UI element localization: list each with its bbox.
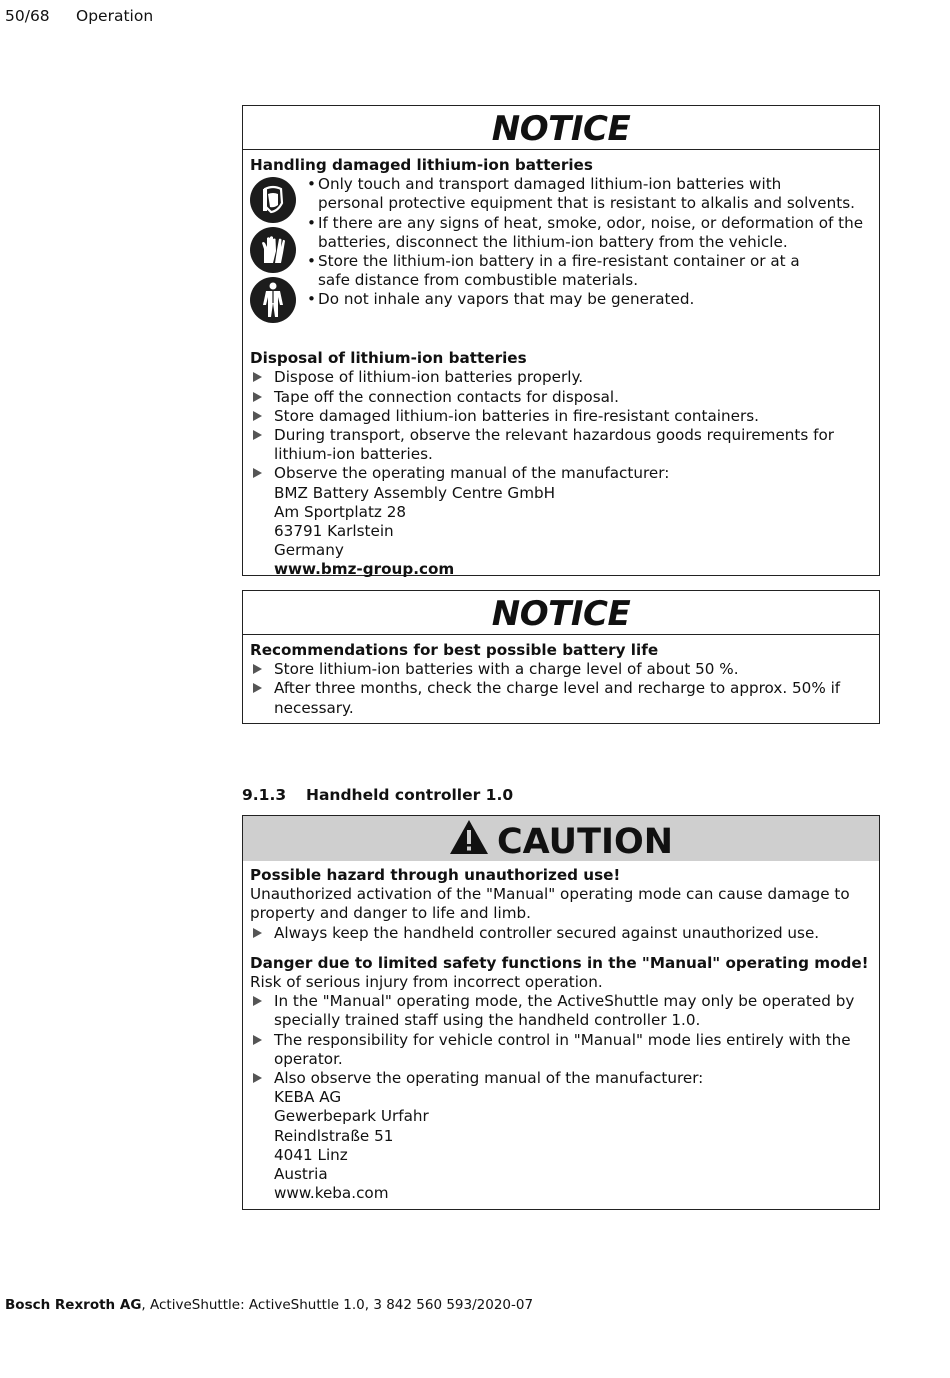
list-item — [250, 924, 872, 943]
page-number: 50/68 — [5, 7, 50, 25]
caution-header — [243, 816, 879, 861]
manufacturer-website: www.keba.com — [274, 1184, 389, 1203]
manufacturer-website: www.bmz-group.com — [274, 560, 455, 579]
page-footer — [5, 1296, 533, 1315]
list-item — [250, 407, 872, 426]
caution-title: CAUTION — [496, 822, 674, 862]
caution-text-1: Unauthorized activation of the "Manual" operating mode can cause damage to property and danger to life and limb. — [250, 885, 850, 923]
manufacturer-intro: Observe the operating manual of the manufacturer: — [274, 464, 670, 483]
list-item-text: Store damaged lithium-ion batteries in fire-resistant containers. — [274, 406, 759, 425]
arrow-bullet-icon — [253, 468, 262, 478]
recommendation-list — [250, 660, 872, 718]
address-line: Reindlstraße 51 — [274, 1126, 394, 1145]
section-number: 9.1.3 — [242, 786, 287, 804]
list-item-text: Store the lithium-ion battery in a fire-resistant container or at a — [318, 252, 800, 271]
caution-list-2 — [250, 992, 872, 1203]
address-line: BMZ Battery Assembly Centre GmbH — [274, 483, 556, 502]
notice-body — [243, 635, 879, 724]
list-item-text: batteries, disconnect the lithium-ion battery from the vehicle. — [318, 232, 788, 251]
notice-title: NOTICE — [243, 106, 879, 150]
notice-body — [243, 150, 879, 586]
notice-box-battery-life — [242, 590, 880, 724]
notice-box-lithium-handling — [242, 105, 880, 579]
arrow-bullet-icon — [253, 996, 262, 1006]
list-item-text: If there are any signs of heat, smoke, odor, noise, or deformation of the — [318, 213, 864, 232]
list-item — [250, 992, 872, 1030]
list-item-text: Only touch and transport damaged lithium-ion batteries with — [318, 175, 782, 194]
list-item-text: In the "Manual" operating mode, the ActiveShuttle may only be operated by specially trained staff using the handheld controller 1.0. — [274, 992, 855, 1030]
caution-heading-1: Possible hazard through unauthorized use! — [250, 866, 621, 884]
list-item — [250, 679, 872, 717]
list-item-text: Store lithium-ion batteries with a charge level of about 50 %. — [274, 660, 739, 679]
list-item-text: safe distance from combustible materials. — [318, 271, 639, 290]
protective-suit-icon — [250, 277, 296, 323]
page-header — [5, 7, 153, 26]
arrow-bullet-icon — [253, 392, 262, 402]
arrow-bullet-icon — [253, 928, 262, 938]
section-heading — [242, 786, 513, 805]
arrow-bullet-icon — [253, 664, 262, 674]
list-item — [250, 1069, 872, 1203]
footer-company: Bosch Rexroth AG — [5, 1297, 142, 1313]
address-line: 63791 Karlstein — [274, 522, 394, 541]
address-line: Gewerbepark Urfahr — [274, 1107, 429, 1126]
arrow-bullet-icon — [253, 411, 262, 421]
disposal-heading: Disposal of lithium-ion batteries — [250, 349, 527, 368]
warning-triangle-icon — [449, 819, 489, 855]
address-line: Austria — [274, 1165, 328, 1184]
address-line: Germany — [274, 541, 344, 560]
list-item-text: Dispose of lithium-ion batteries properly. — [274, 368, 584, 387]
list-item — [250, 660, 872, 679]
list-item — [250, 426, 872, 464]
caution-text-2: Risk of serious injury from incorrect operation. — [250, 973, 603, 992]
list-item — [250, 1031, 872, 1069]
manufacturer-intro: Also observe the operating manual of the manufacturer: — [274, 1069, 704, 1088]
address-line: Am Sportplatz 28 — [274, 502, 407, 521]
address-line: KEBA AG — [274, 1088, 342, 1107]
arrow-bullet-icon — [253, 1073, 262, 1083]
section-title: Handheld controller 1.0 — [306, 786, 514, 804]
list-item: • If there are any signs of heat, smoke, odor, noise, or deformation of the batteries, disconnect the lithium-ion battery from the vehicle. — [307, 213, 864, 251]
list-item-text: During transport, observe the relevant hazardous goods requirements for lithium-ion batteries. — [274, 426, 835, 464]
arrow-bullet-icon — [253, 430, 262, 440]
list-item-text: Always keep the handheld controller secured against unauthorized use. — [274, 923, 820, 942]
footer-document-info: , ActiveShuttle: ActiveShuttle 1.0, 3 842 560 593/2020-07 — [141, 1297, 534, 1313]
list-item — [250, 368, 872, 387]
address-line: 4041 Linz — [274, 1145, 348, 1164]
list-item: • Store the lithium-ion battery in a fire-resistant container or at a safe distance from combustible materials. — [307, 252, 800, 290]
list-item-text: The responsibility for vehicle control in "Manual" mode lies entirely with the operator. — [274, 1030, 851, 1068]
notice-title: NOTICE — [243, 591, 879, 635]
face-shield-icon — [250, 177, 296, 223]
notice-heading: Handling damaged lithium-ion batteries — [250, 156, 593, 174]
list-item-text: Do not inhale any vapors that may be generated. — [318, 290, 695, 309]
list-item: • Do not inhale any vapors that may be generated. — [307, 290, 695, 309]
list-item-text: personal protective equipment that is resistant to alkalis and solvents. — [318, 194, 855, 213]
list-item: • Only touch and transport damaged lithium-ion batteries with personal protective equipment that is resistant to alkalis and solvents. — [307, 175, 855, 213]
protective-gloves-icon — [250, 227, 296, 273]
list-item-text: After three months, check the charge level and recharge to approx. 50% if necessary. — [274, 679, 841, 717]
list-item — [250, 464, 872, 579]
ppe-section — [250, 175, 872, 327]
caution-box — [242, 815, 880, 1210]
caution-heading-2: Danger due to limited safety functions in the "Manual" operating mode! — [250, 953, 869, 972]
chapter-title: Operation — [76, 7, 154, 25]
caution-body — [243, 861, 879, 1209]
notice-heading: Recommendations for best possible battery life — [250, 641, 659, 659]
arrow-bullet-icon — [253, 372, 262, 382]
list-item — [250, 388, 872, 407]
caution-list-1 — [250, 924, 872, 943]
list-item-text: Tape off the connection contacts for disposal. — [274, 387, 619, 406]
arrow-bullet-icon — [253, 1035, 262, 1045]
disposal-list — [250, 368, 872, 579]
ppe-bullet-list — [307, 175, 872, 327]
arrow-bullet-icon — [253, 683, 262, 693]
ppe-icon-column — [250, 175, 307, 327]
